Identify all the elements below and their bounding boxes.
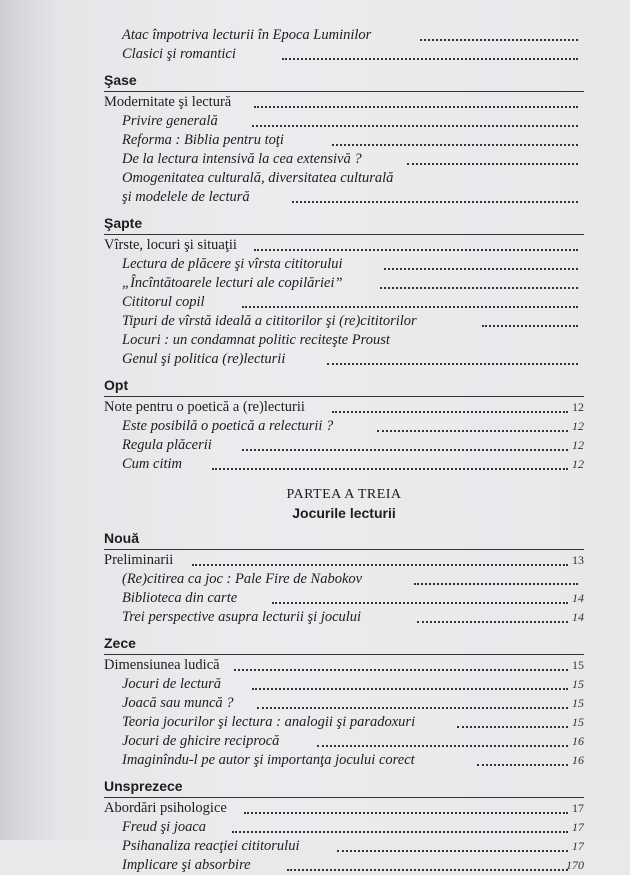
- toc-subentry[interactable]: [104, 131, 584, 150]
- toc-subentry[interactable]: [104, 675, 584, 694]
- toc-subentry[interactable]: [104, 274, 584, 293]
- toc-entry-title: Privire generală: [122, 113, 218, 129]
- dot-leader: [242, 449, 568, 451]
- dot-leader: [384, 268, 578, 270]
- dot-leader: [482, 325, 578, 327]
- dot-leader: [332, 144, 578, 146]
- toc-entry-title: Regula plăcerii: [122, 437, 212, 453]
- dot-leader: [257, 707, 568, 709]
- table-of-contents: [104, 26, 584, 875]
- dot-leader: [254, 249, 578, 251]
- toc-entry-title: Trei perspective asupra lecturii şi jocului: [122, 609, 362, 625]
- dot-leader: [332, 411, 568, 413]
- toc-subentry[interactable]: [104, 112, 584, 131]
- toc-subentry[interactable]: [104, 818, 584, 837]
- page-number: 15: [572, 696, 584, 710]
- toc-subentry[interactable]: [104, 436, 584, 455]
- dot-leader: [477, 764, 568, 766]
- toc-entry-title: Modernitate şi lectură: [104, 94, 232, 110]
- toc-subentry[interactable]: [104, 713, 584, 732]
- page-number: 16: [572, 734, 584, 748]
- toc-subentry[interactable]: [104, 589, 584, 608]
- page-number: 15: [572, 715, 584, 729]
- toc-entry-title: Genul şi politica (re)lecturii: [122, 351, 286, 367]
- toc-entry-title: Implicare şi absorbire: [122, 857, 251, 873]
- toc-subentry[interactable]: [104, 570, 584, 589]
- toc-entry-title: Dimensiunea ludică: [104, 657, 220, 673]
- chapter-heading: Nouă: [104, 530, 139, 546]
- page-number: 17: [572, 820, 584, 834]
- dot-leader: [420, 39, 578, 41]
- toc-subentry[interactable]: [104, 751, 584, 770]
- toc-entry-title: Lectura de plăcere şi vîrsta cititorului: [122, 256, 343, 272]
- book-spine-shadow: [0, 0, 62, 840]
- part-subtitle: Jocurile lecturii: [292, 505, 396, 521]
- dot-leader: [252, 688, 568, 690]
- toc-entry-title: Preliminarii: [104, 552, 174, 568]
- chapter-rule: [104, 234, 584, 235]
- page-number: 15: [572, 658, 584, 672]
- chapter-rule: [104, 396, 584, 397]
- toc-subentry[interactable]: [104, 255, 584, 274]
- toc-entry-title: Omogenitatea culturală, diversitatea culturală: [122, 170, 394, 186]
- toc-subentry[interactable]: [104, 45, 584, 64]
- dot-leader: [457, 726, 568, 728]
- toc-entry-title: Clasici şi romantici: [122, 46, 236, 62]
- toc-entry-title: Cititorul copil: [122, 294, 205, 310]
- toc-entry-title: Jocuri de ghicire reciprocă: [122, 733, 280, 749]
- toc-entry[interactable]: [104, 398, 584, 417]
- toc-entry[interactable]: [104, 236, 584, 255]
- dot-leader: [272, 602, 568, 604]
- toc-entry-title: Atac împotriva lecturii în Epoca Luminilor: [122, 27, 372, 43]
- dot-leader: [417, 621, 568, 623]
- toc-entry[interactable]: [104, 93, 584, 112]
- toc-entry[interactable]: [104, 656, 584, 675]
- toc-entry-title: „Încîntătoarele lecturi ale copilăriei”: [122, 275, 343, 291]
- toc-subentry[interactable]: [104, 856, 584, 875]
- dot-leader: [232, 831, 568, 833]
- toc-entry-title: Jocuri de lectură: [122, 676, 222, 692]
- toc-subentry[interactable]: [104, 694, 584, 713]
- toc-subentry[interactable]: [104, 169, 584, 188]
- toc-subentry[interactable]: [104, 293, 584, 312]
- toc-entry-title: Reforma : Biblia pentru toţi: [122, 132, 284, 148]
- toc-entry-title: Locuri : un condamnat politic reciteşte Proust: [122, 332, 390, 348]
- toc-entry-title: Teoria jocurilor şi lectura : analogii şi paradoxuri: [122, 714, 416, 730]
- page-number: 12: [572, 419, 584, 433]
- toc-entry-title: Imaginîndu-l pe autor şi importanţa jocului corect: [122, 752, 415, 768]
- page-number: 16: [572, 753, 584, 767]
- page-number: 14: [572, 610, 584, 624]
- toc-entry-title: Vîrste, locuri şi situaţii: [104, 237, 237, 253]
- dot-leader: [292, 201, 578, 203]
- toc-entry-title: Note pentru o poetică a (re)lecturii: [104, 399, 305, 415]
- chapter-rule: [104, 654, 584, 655]
- toc-entry-title: (Re)citirea ca joc : Pale Fire de Nabokov: [122, 571, 363, 587]
- toc-entry-title: Cum citim: [122, 456, 183, 472]
- chapter-heading: Zece: [104, 635, 136, 651]
- part-title: PARTEA A TREIA: [286, 487, 402, 502]
- toc-entry[interactable]: [104, 799, 584, 818]
- chapter-heading: Unsprezece: [104, 778, 183, 794]
- toc-subentry[interactable]: [104, 732, 584, 751]
- chapter-rule: [104, 797, 584, 798]
- dot-leader: [414, 583, 578, 585]
- chapter-rule: [104, 91, 584, 92]
- page-number: 12: [572, 400, 584, 414]
- dot-leader: [287, 869, 568, 871]
- dot-leader: [407, 163, 578, 165]
- dot-leader: [254, 106, 578, 108]
- dot-leader: [377, 430, 568, 432]
- chapter-heading: Şapte: [104, 215, 143, 231]
- dot-leader: [380, 287, 578, 289]
- dot-leader: [234, 669, 568, 671]
- toc-entry-title: Tipuri de vîrstă ideală a cititorilor şi (re)cititorilor: [122, 313, 417, 329]
- toc-subentry[interactable]: [104, 417, 584, 436]
- toc-entry-title: Este posibilă o poetică a relecturii ?: [122, 418, 334, 434]
- chapter-rule: [104, 549, 584, 550]
- toc-subentry[interactable]: [104, 150, 584, 169]
- dot-leader: [317, 745, 568, 747]
- page-number: 14: [572, 591, 584, 605]
- chapter-heading: Şase: [104, 72, 137, 88]
- dot-leader: [282, 58, 578, 60]
- page-number: 15: [572, 677, 584, 691]
- chapter-heading: Opt: [104, 377, 129, 393]
- toc-subentry[interactable]: [104, 331, 584, 350]
- dot-leader: [244, 812, 568, 814]
- toc-subentry[interactable]: [104, 312, 584, 331]
- dot-leader: [192, 564, 568, 566]
- toc-entry-title: Psihanaliza reacţiei cititorului: [122, 838, 300, 854]
- page-number: 12: [572, 457, 584, 471]
- toc-subentry[interactable]: [104, 350, 584, 369]
- toc-entry[interactable]: [104, 551, 584, 570]
- page-number: 12: [572, 438, 584, 452]
- dot-leader: [252, 125, 578, 127]
- toc-subentry[interactable]: [104, 455, 584, 474]
- dot-leader: [337, 850, 568, 852]
- page-number: 13: [572, 553, 584, 567]
- toc-entry-title: Biblioteca din carte: [122, 590, 238, 606]
- toc-subentry[interactable]: [104, 188, 584, 207]
- toc-subentry[interactable]: [104, 26, 584, 45]
- toc-subentry[interactable]: [104, 608, 584, 627]
- page-number: 17: [572, 801, 584, 815]
- toc-entry-title: Abordări psihologice: [104, 800, 227, 816]
- toc-entry-title: şi modelele de lectură: [122, 189, 250, 205]
- toc-entry-title: Freud şi joaca: [122, 819, 207, 835]
- page-number: 17: [572, 839, 584, 853]
- dot-leader: [327, 363, 578, 365]
- toc-entry-title: Joacă sau muncă ?: [122, 695, 234, 711]
- dot-leader: [212, 468, 568, 470]
- toc-entry-title: De la lectura intensivă la cea extensivă ?: [122, 151, 362, 167]
- dot-leader: [242, 306, 578, 308]
- page-number: 170: [566, 858, 584, 872]
